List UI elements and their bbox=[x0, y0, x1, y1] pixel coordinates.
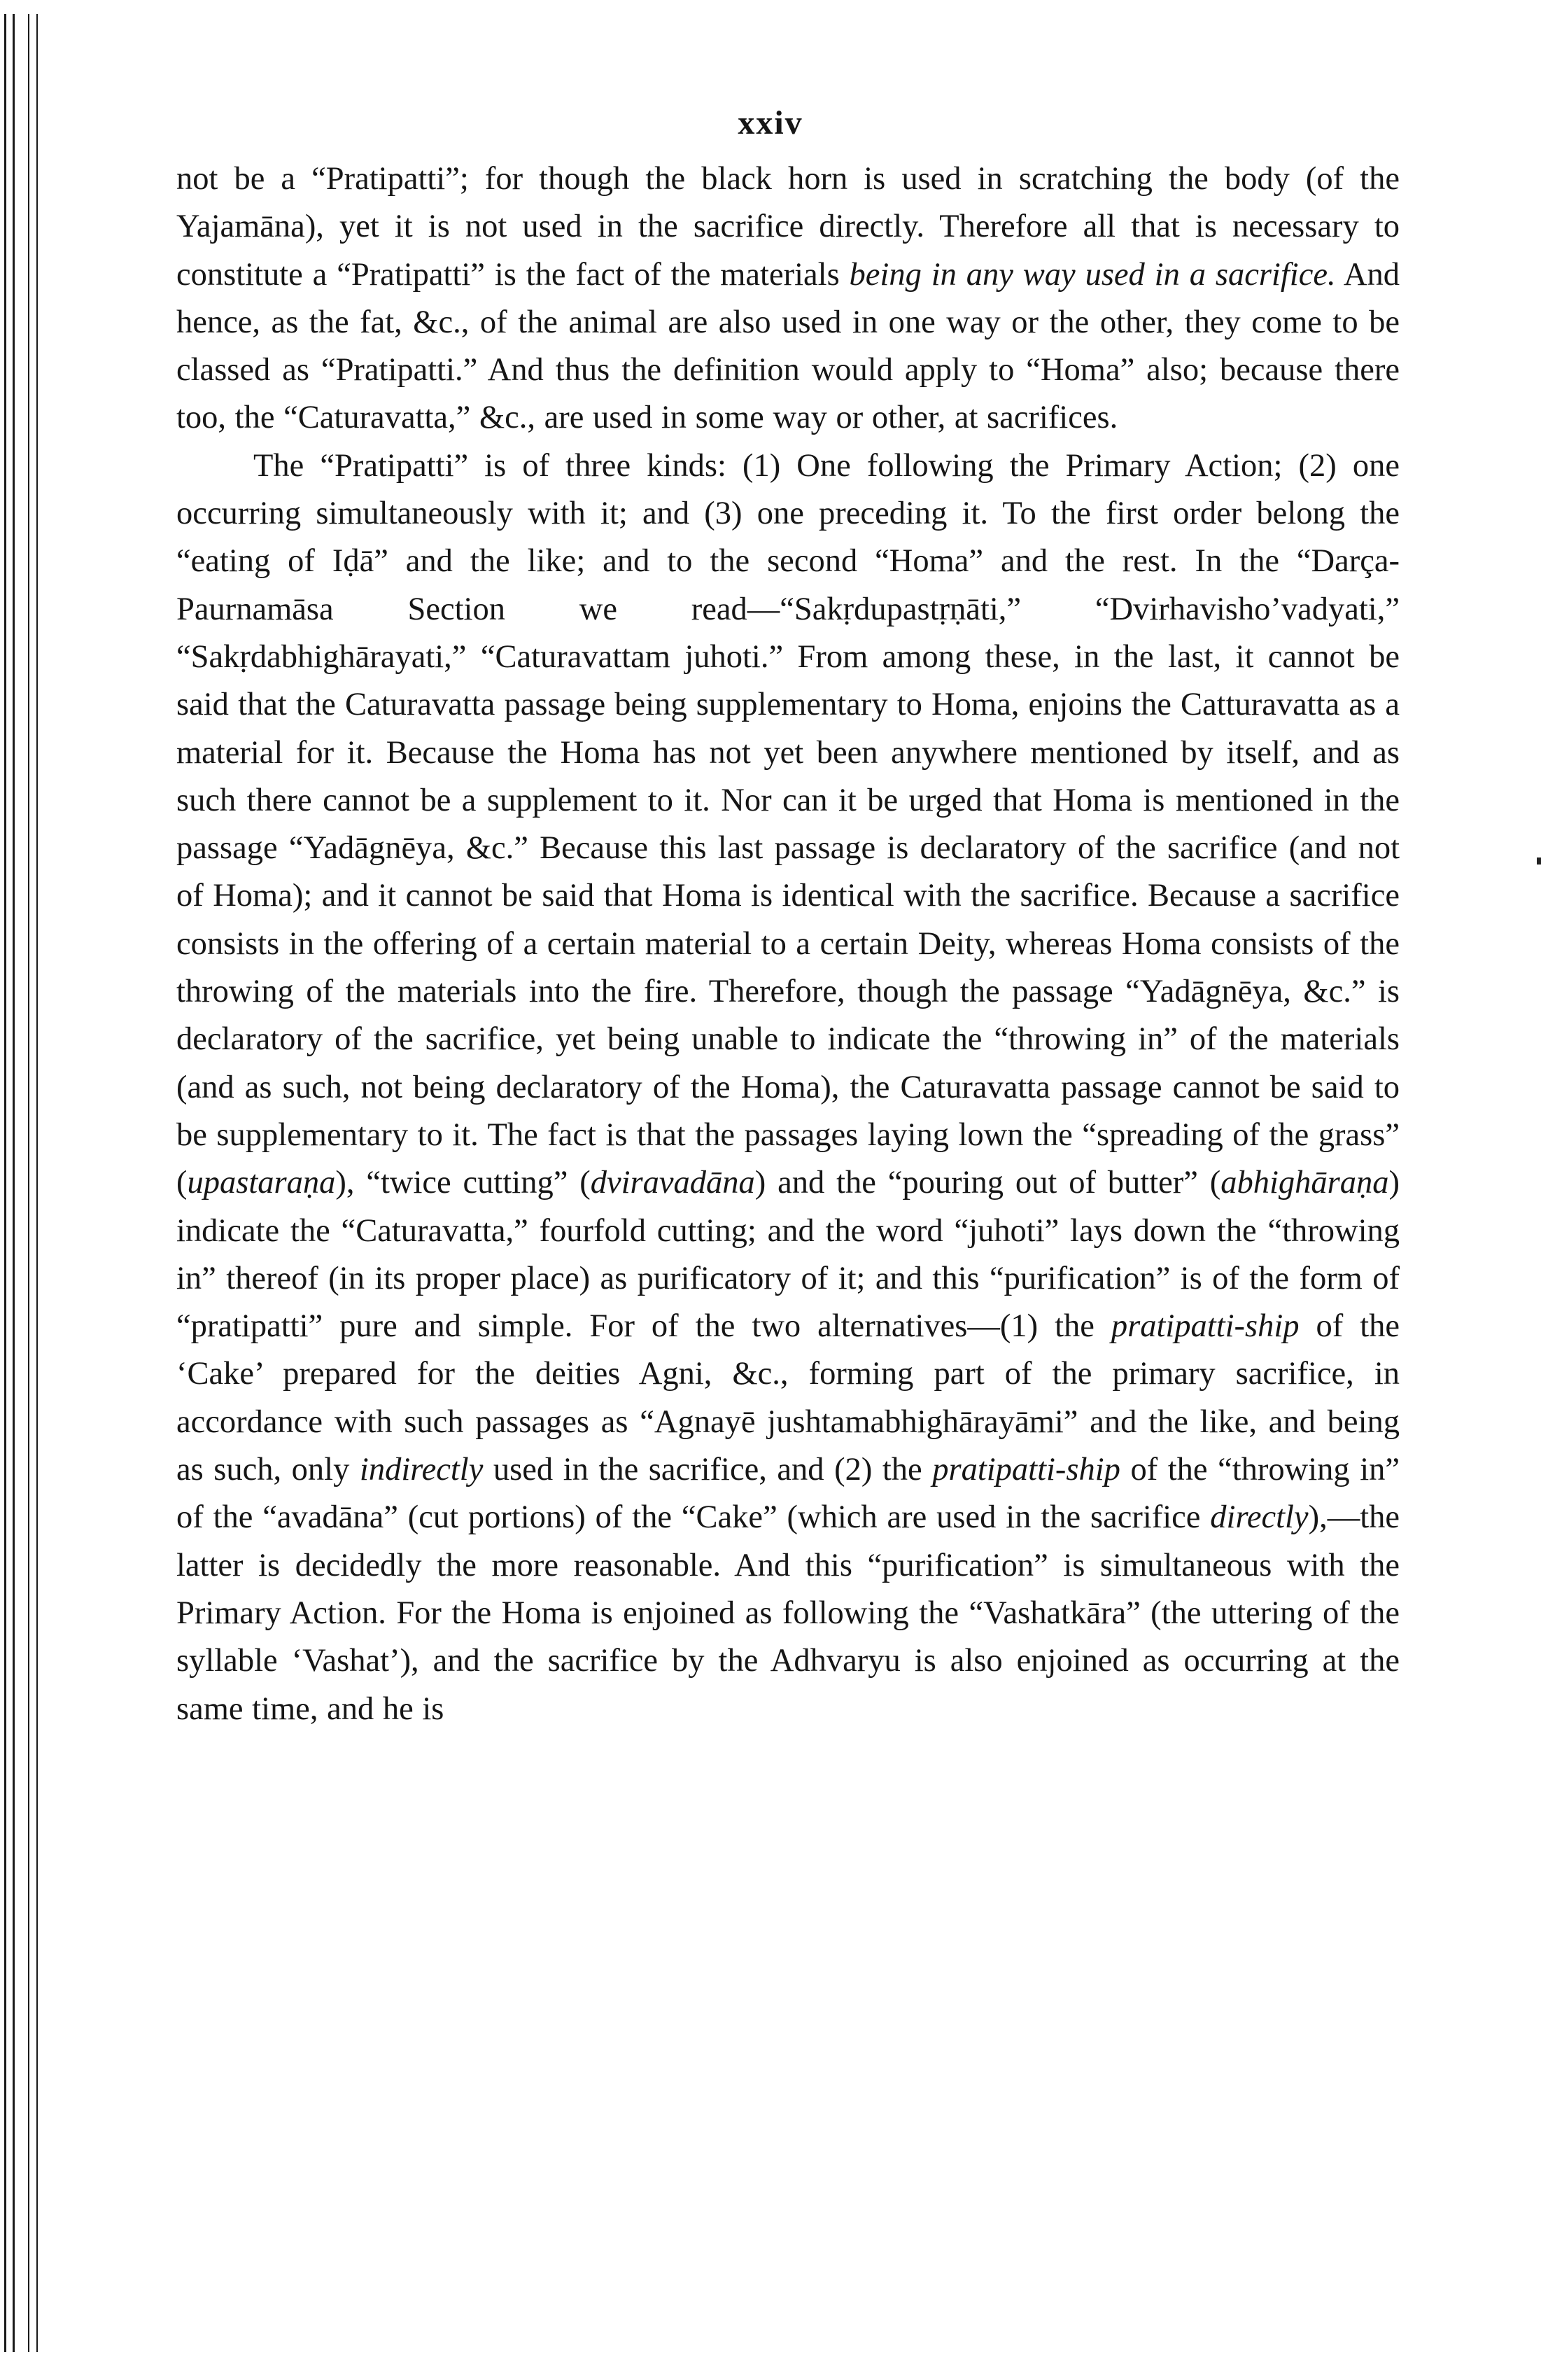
text-run: ),—the latter is decidedly the more reasonable. And this “purification” is simultaneous with the Primary Action. For the Homa is enjoined as following the “Vashatkāra” (the uttering of the syllable ‘Vashat’), and the sacrifice by the Adhvaryu is also enjoined as occurring at the same time, and he is bbox=[176, 1499, 1400, 1727]
body-text bbox=[176, 155, 1400, 1733]
text-run: And hence, as the fat, &c., of the animal are also used in one way or the other, they come to be classed as “Pratipatti.” And thus the definition would apply to “Homa” also; because there too, the “Caturavatta,” &c., are used in some way or other, at sacrifices. bbox=[176, 256, 1400, 436]
paragraph-1 bbox=[176, 155, 1400, 442]
text-run: ) and the “pouring out of butter” ( bbox=[754, 1165, 1221, 1201]
text-run: The “Pratipatti” is of three kinds: (1) One following the Primary Action; (2) one occurring simultaneously with it; and (3) one preceding it. To the first order belong the “eating of Iḍā” and the like; and to the second “Homa” and the rest. In the “Darça-Paurnamāsa Section we read—“Sakṛdupastṛṇāti,” “Dvirhavisho’vadyati,” “Sakṛdabhighārayati,” “Caturavattam juhoti.” From among these, in the last, it cannot be said that the Caturavatta passage being supplementary to Homa, enjoins the Catturavatta as a material for it. Because the Homa has not yet been anywhere mentioned by itself, and as such there cannot be a supplement to it. Nor can it be urged that Homa is mentioned in the passage “Yadāgnēya, &c.” Because this last passage is declaratory of the sacrifice (and not of Homa); and it cannot be said that Homa is identical with the sacrifice. Because a sacrifice consists in the offering of a certain material to a certain Deity, whereas Homa consists of the throwing of the materials into the fire. Therefore, though the passage “Yadāgnēya, &c.” is declaratory of the sacrifice, yet being unable to indicate the “throwing in” of the materials (and as such, not being declaratory of the Homa), the Caturavatta passage cannot be said to be supplementary to it. The fact is that the passages laying lown the “spreading of the grass” ( bbox=[176, 447, 1400, 1201]
text-run: ) indicate the “Caturavatta,” fourfold cutting; and the word “juhoti” lays down the “throwing in” thereof (in its proper place) as purificatory of it; and this “purification” is of the form of “pratipatti” pure and simple. For of the two alternatives—(1) the bbox=[176, 1165, 1400, 1345]
italic-term: being in any way used in a sacrifice. bbox=[849, 256, 1336, 293]
scan-border-line bbox=[28, 14, 29, 2352]
italic-term: upastaraṇa bbox=[187, 1165, 336, 1201]
italic-term: pratipatti-ship bbox=[932, 1452, 1120, 1488]
scan-border-line bbox=[36, 14, 38, 2352]
text-run: of the “throwing in” of the “avadāna” (cut portions) of the “Cake” (which are used in the sacrifice bbox=[176, 1452, 1400, 1536]
scan-border-line bbox=[4, 14, 6, 2352]
margin-mark bbox=[1537, 858, 1541, 864]
text-run: of the ‘Cake’ prepared for the deities Agni, &c., forming part of the primary sacrifice, in accordance with such passages as “Agnayē jushtamabhighārayāmi” and the like, and being as such, only bbox=[176, 1308, 1400, 1488]
text-run: not be a “Pratipatti”; for though the black horn is used in scratching the body (of the Yajamāna), yet it is not used in the sacrifice directly. Therefore all that is necessary to constitute a “Pratipatti” is the fact of the materials bbox=[176, 161, 1400, 293]
italic-term: abhighāraṇa bbox=[1220, 1165, 1389, 1201]
text-run: ), “twice cutting” ( bbox=[335, 1165, 591, 1201]
page-number: xxiv bbox=[738, 104, 803, 141]
italic-term: dviravadāna bbox=[590, 1165, 755, 1201]
text-run: used in the sacrifice, and (2) the bbox=[483, 1452, 933, 1488]
paragraph-2 bbox=[176, 442, 1400, 1733]
scan-border-line bbox=[13, 14, 15, 2352]
italic-term: pratipatti-ship bbox=[1111, 1308, 1300, 1345]
italic-term: indirectly bbox=[359, 1452, 484, 1488]
italic-term: directly bbox=[1210, 1499, 1309, 1536]
